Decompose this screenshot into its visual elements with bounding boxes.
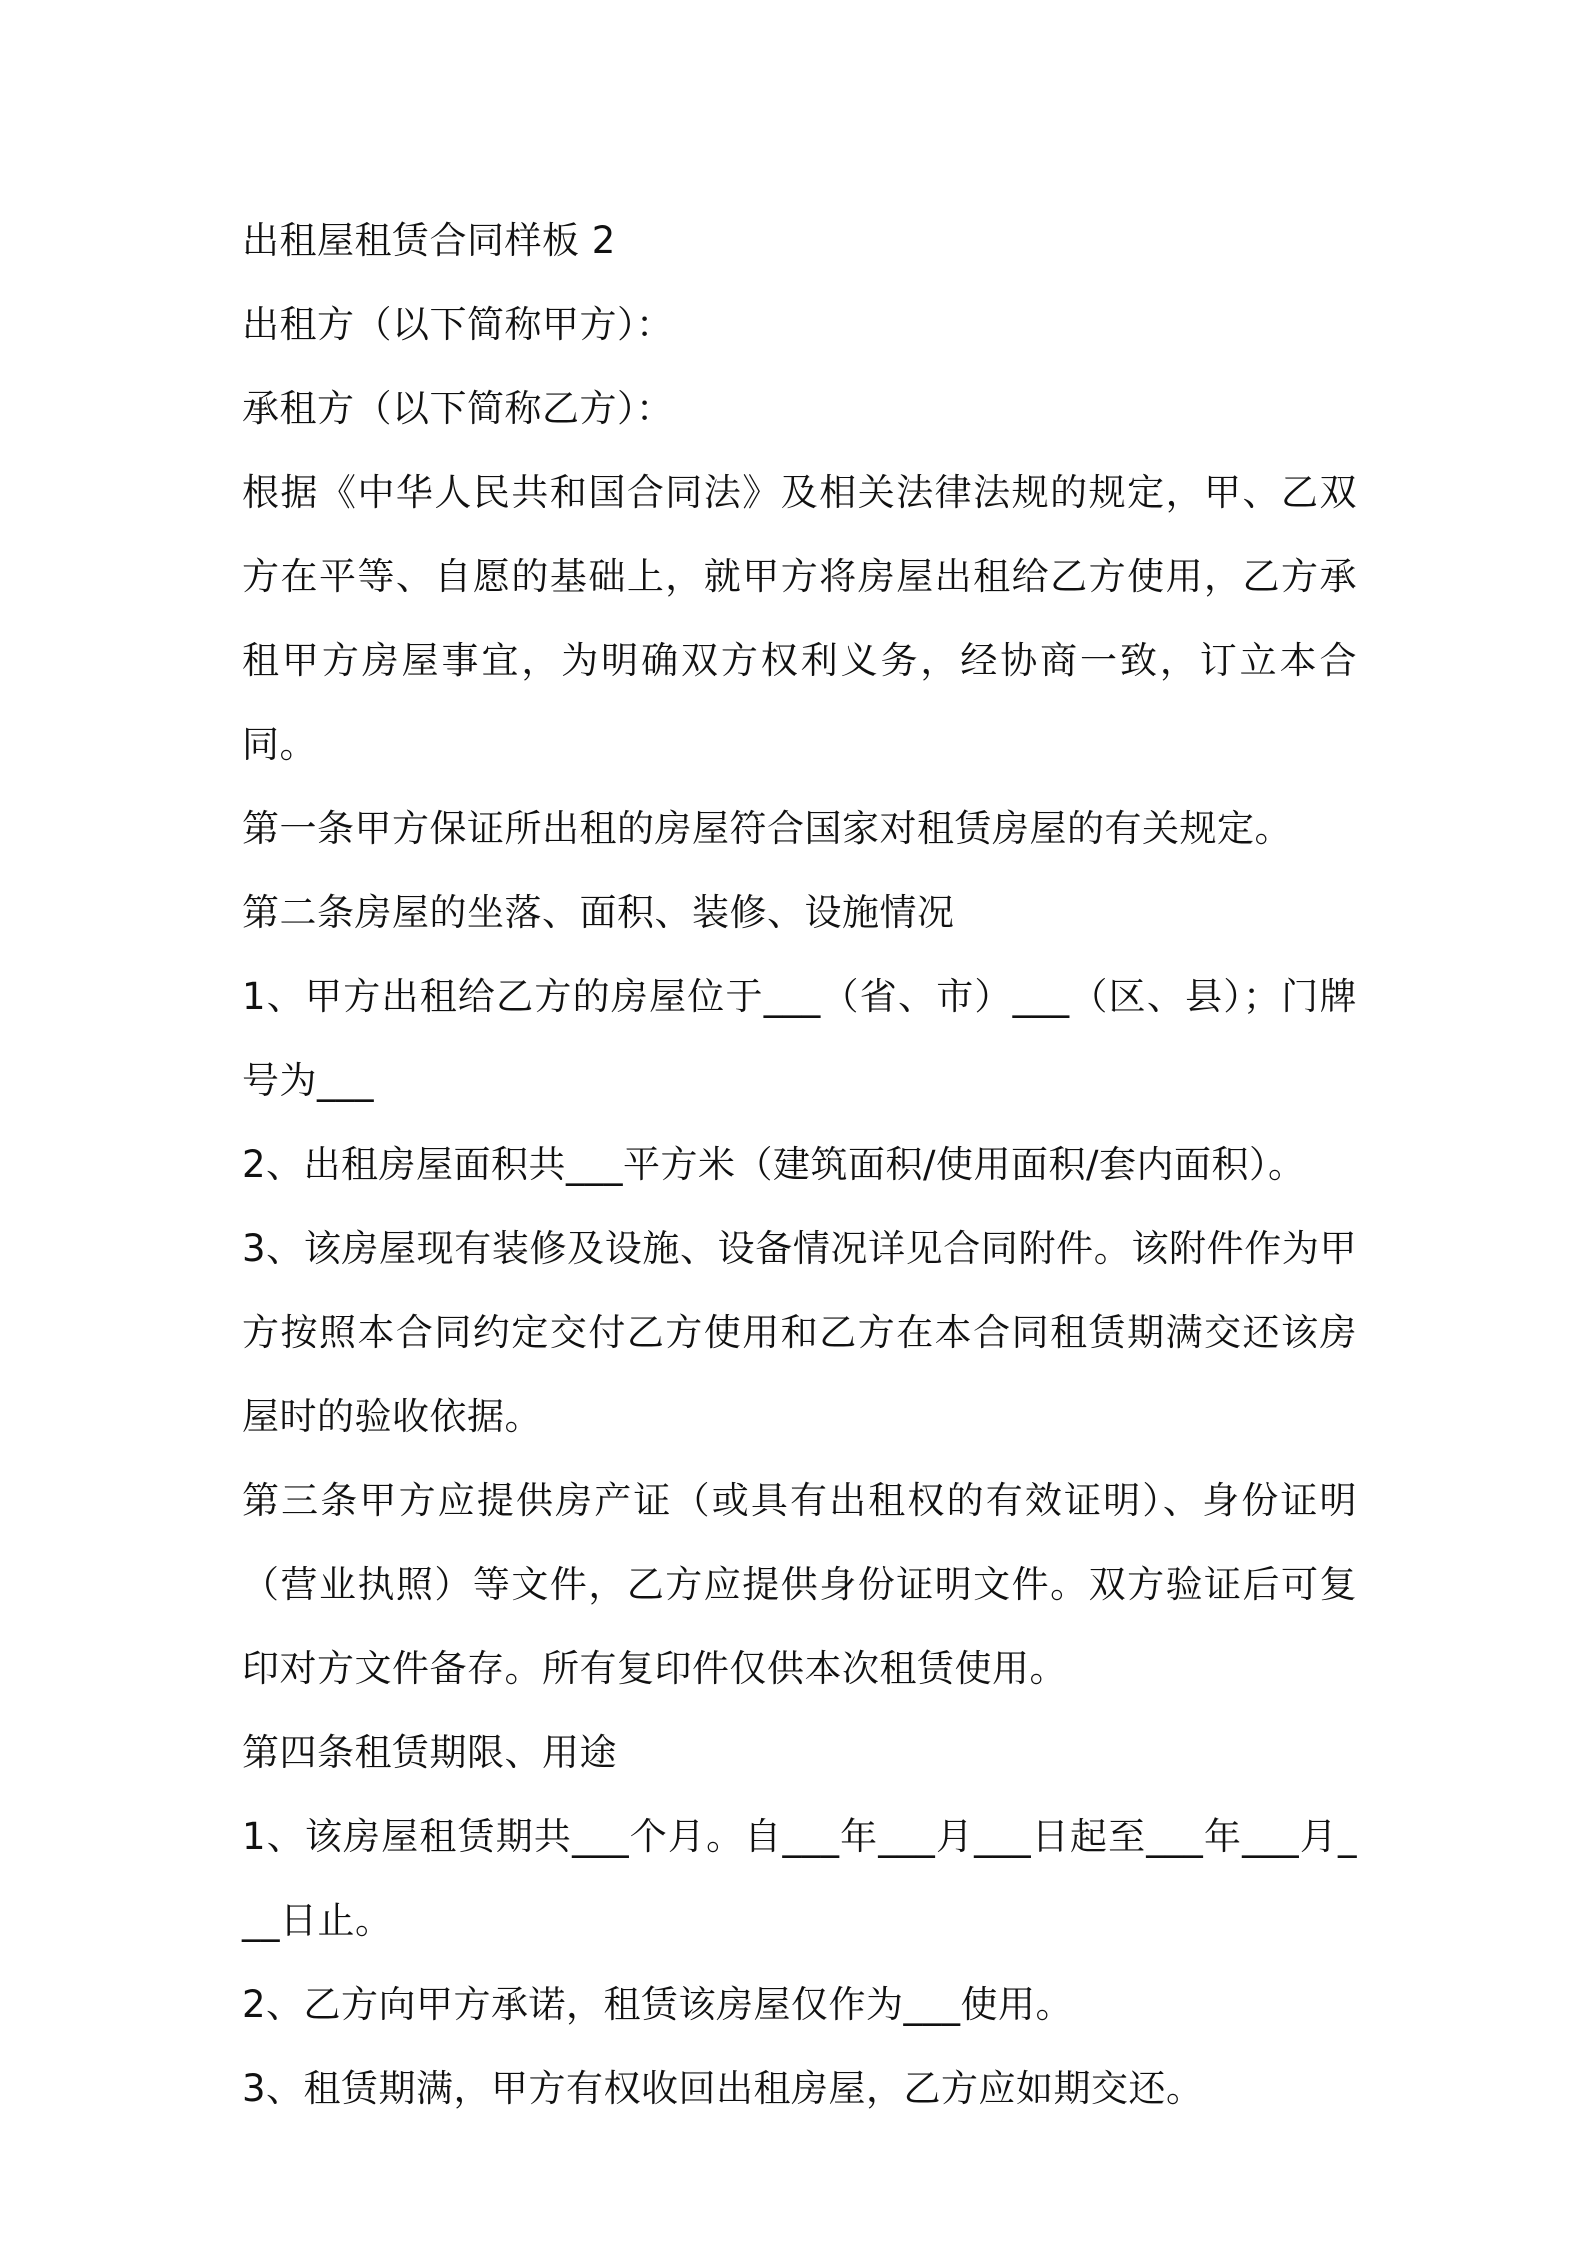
paragraph-lessor: 出租方（以下简称甲方）：: [242, 303, 674, 346]
paragraph-article-4-item-2: 2、乙方向甲方承诺，租赁该房屋仅作为___使用。: [242, 1983, 1074, 2026]
paragraph-article-2-item-2: 2、出租房屋面积共___平方米（建筑面积/使用面积/套内面积）。: [242, 1143, 1306, 1186]
paragraph-preamble: 根据《中华人民共和国合同法》及相关法律法规的规定，甲、乙双方在平等、自愿的基础上，就甲方将房屋出租给乙方使用，乙方承租甲方房屋事宜，为明确双方权利义务，经协商一致，订立本合同。: [242, 471, 1357, 766]
paragraph-article-4: 第四条租赁期限、用途: [242, 1731, 617, 1774]
paragraph-lessee: 承租方（以下简称乙方）：: [242, 387, 674, 430]
paragraph-article-3: 第三条甲方应提供房产证（或具有出租权的有效证明）、身份证明（营业执照）等文件，乙方应提供身份证明文件。双方验证后可复印对方文件备存。所有复印件仅供本次租赁使用。: [242, 1479, 1357, 1690]
document-body: [242, 199, 1357, 2131]
document-title: 出租屋租赁合同样板 2: [242, 219, 616, 262]
paragraph-article-4-item-1: 1、该房屋租赁期共___个月。自___年___月___日起至___年___月___日止。: [242, 1815, 1357, 1942]
paragraph-article-2-item-1: 1、甲方出租给乙方的房屋位于___（省、市）___（区、县）；门牌号为___: [242, 975, 1357, 1102]
paragraph-article-1: 第一条甲方保证所出租的房屋符合国家对租赁房屋的有关规定。: [242, 807, 1292, 850]
paragraph-article-4-item-3: 3、租赁期满，甲方有权收回出租房屋，乙方应如期交还。: [242, 2067, 1204, 2110]
paragraph-article-2-item-3: 3、该房屋现有装修及设施、设备情况详见合同附件。该附件作为甲方按照本合同约定交付乙方使用和乙方在本合同租赁期满交还该房屋时的验收依据。: [242, 1227, 1357, 1438]
paragraph-article-2: 第二条房屋的坐落、面积、装修、设施情况: [242, 891, 955, 934]
